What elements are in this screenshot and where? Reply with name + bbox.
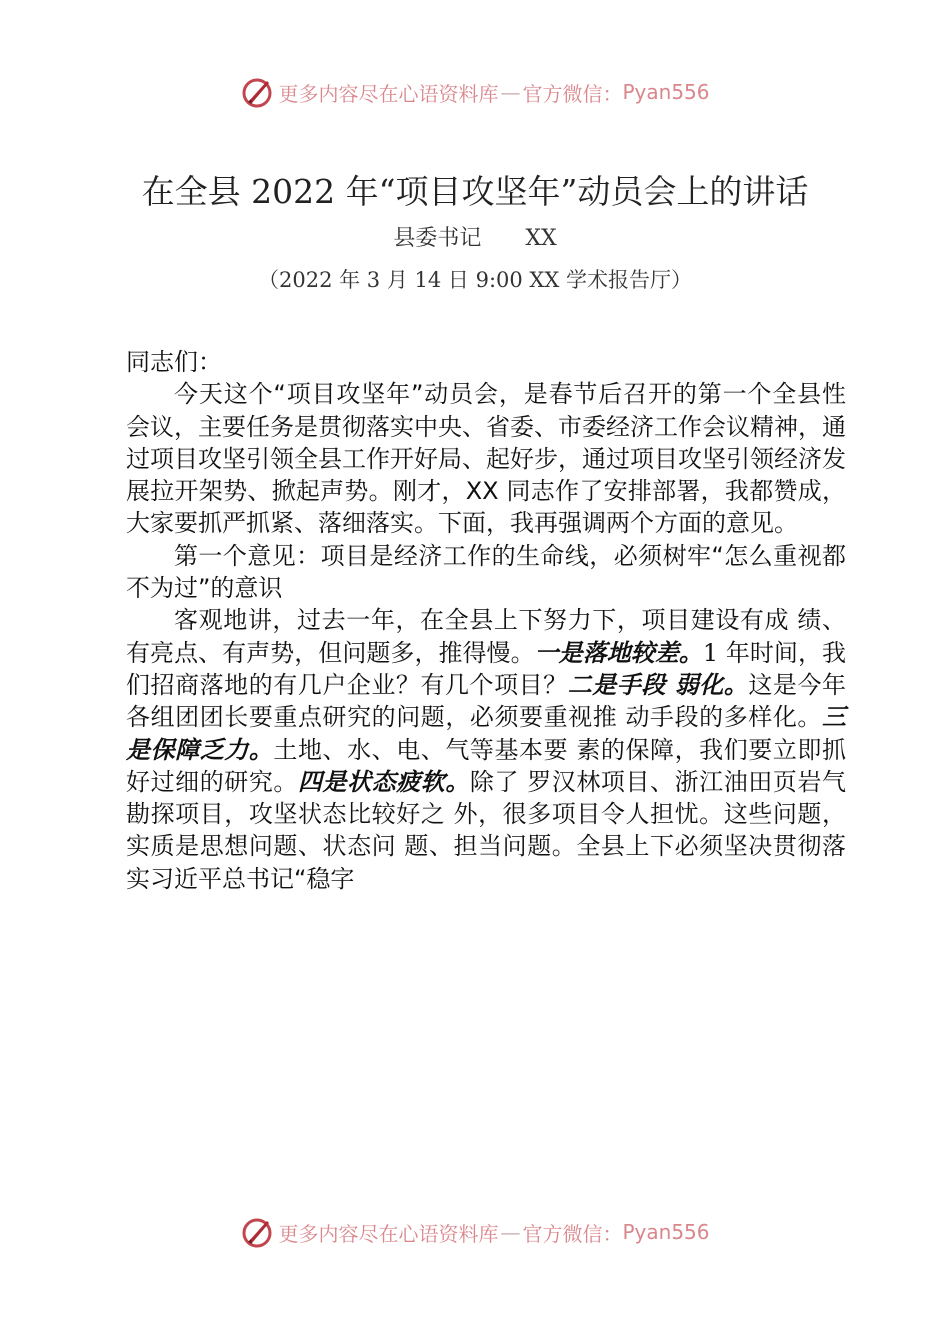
- problem-heading-3: 三是保障乏力。: [126, 703, 846, 764]
- watermark-header: [0, 72, 950, 112]
- problems-text-4: 土地、水、电、气等基本要 素的保障，我们要立即抓好过细的研究。: [126, 735, 846, 796]
- problems-text-3: 这是今年各组团团长要重点研究的问题，必须要重视推 动手段的多样化。: [126, 670, 847, 732]
- author-line: [0, 221, 950, 252]
- watermark-separator: —: [500, 1220, 521, 1244]
- brush-logo-icon: [240, 1215, 274, 1249]
- problems-text-5: 除了 罗汉林项目、浙江油田页岩气勘探项目，攻坚状态比较好之 外，很多项目令人担忧。这些问题，实质是思想问题、状态问 题、担当问题。全县上下必须坚决贯彻落实习近平总书记“稳字: [126, 767, 846, 893]
- watermark-text: 更多内容尽在心语资料库: [278, 81, 499, 106]
- problem-heading-4: 四是状态疲软。: [297, 767, 470, 796]
- problem-heading-1: 一是落地较差。: [534, 638, 703, 667]
- watermark-footer: [0, 1212, 950, 1252]
- paragraph-problems: [126, 604, 846, 895]
- document-title: 在全县 2022 年“项目攻坚年”动员会上的讲话: [141, 172, 809, 211]
- watermark-text: 更多内容尽在心语资料库: [278, 1221, 499, 1246]
- brush-logo-icon: [240, 75, 274, 109]
- problem-heading-2: 二是手段 弱化。: [567, 670, 749, 699]
- paragraph-intro: 今天这个“项目攻坚年”动员会，是春节后召开的第一个全县性会议，主要任务是贯彻落实中央、省委、市委经济工作会议精神，通过项目攻坚引领全县工作开好局、起好步，通过项目攻坚引领经济发展拉开架势、掀起声势。刚才，XX 同志作了安排部署，我都赞成，大家要抓严抓紧、落细落实。下面，我再强调两个方面的意见。: [126, 380, 846, 538]
- problems-number: 1: [702, 638, 719, 667]
- problems-text-1: 客观地讲，过去一年，在全县上下努力下，项目建设有成 绩、有亮点、有声势，但问题多，推得慢。: [126, 606, 846, 667]
- watermark-wechat-label: 官方微信：: [522, 81, 623, 106]
- watermark-wechat-label: 官方微信：: [522, 1221, 623, 1246]
- problems-text-2: 年时间，我们招商落地的有几户企业？有几个项目？: [126, 638, 847, 699]
- meeting-info: （2022 年 3 月 14 日 9:00 XX 学术报告厅）: [258, 268, 692, 292]
- salutation: 同志们：: [126, 348, 222, 376]
- watermark-wechat-id: Pyan556: [622, 80, 710, 104]
- paragraph-first-opinion: 第一个意见：项目是经济工作的生命线，必须树牢“怎么重视都不为过”的意识: [126, 541, 846, 603]
- watermark-separator: —: [500, 80, 521, 104]
- author-name: XX: [525, 226, 557, 251]
- watermark-wechat-id: Pyan556: [622, 1220, 710, 1244]
- document-body: [126, 346, 846, 895]
- author-role: 县委书记: [393, 226, 482, 251]
